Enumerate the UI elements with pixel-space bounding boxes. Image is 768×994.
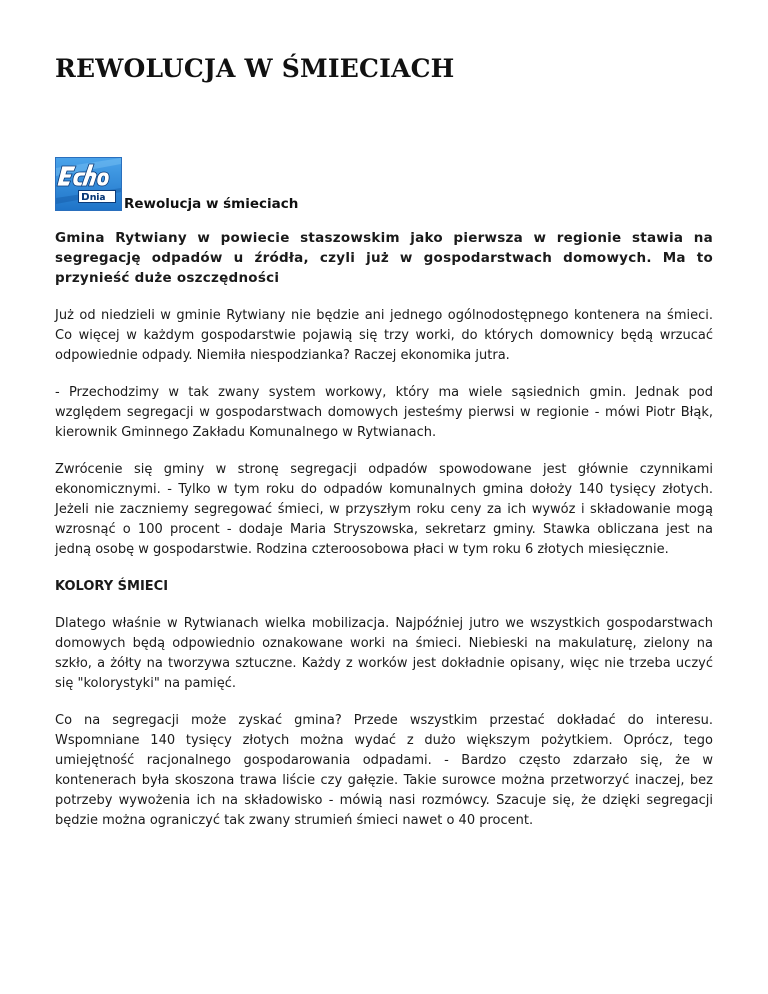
page-title: REWOLUCJA W ŚMIECIACH <box>55 54 455 83</box>
article-body <box>55 228 713 848</box>
logo-graphic <box>56 158 121 210</box>
article-paragraph: Już od niedzieli w gminie Rytwiany nie będzie ani jednego ogólnodostępnego kontenera na śmieci. Co więcej w każdym gospodarstwie pojawią się trzy worki, do których domownicy będą wrzucać odpowiednie odpady. Niemiła niespodzianka? Raczej ekonomika jutra. <box>55 308 713 363</box>
article-lead: Gmina Rytwiany w powiecie staszowskim jako pierwsza w regionie stawia na segregację odpadów u źródła, czyli już w gospodarstwach domowych. Ma to przynieść duże oszczędności <box>55 230 713 286</box>
section-heading: KOLORY ŚMIECI <box>55 579 169 594</box>
article-header <box>55 155 298 211</box>
echo-dnia-logo-icon <box>55 157 122 211</box>
article-paragraph: - Przechodzimy w tak zwany system workowy, który ma wiele sąsiednich gmin. Jednak pod względem segregacji w gospodarstwach domowych jesteśmy pierwsi w regionie - mówi Piotr Błąk, kierownik Gminnego Zakładu Komunalnego w Rytwianach. <box>55 385 713 440</box>
article-paragraph: Zwrócenie się gminy w stronę segregacji odpadów spowodowane jest głównie czynnikami ekonomicznymi. - Tylko w tym roku do odpadów komunalnych gmina dołoży 140 tysięcy złotych. Jeżeli nie zaczniemy segregować śmieci, w przyszłym roku ceny za ich wywóz i składowanie mogą wzrosnąć o 100 procent - dodaje Maria Stryszowska, sekretarz gminy. Stawka obliczana jest na jedną osobę w gospodarstwie. Rodzina czteroosobowa płaci w tym roku 6 złotych miesięcznie. <box>55 462 713 557</box>
article-subtitle: Rewolucja w śmieciach <box>124 196 299 212</box>
article-paragraph: Co na segregacji może zyskać gmina? Przede wszystkim przestać dokładać do interesu. Wspomniane 140 tysięcy złotych można wydać z dużo większym pożytkiem. Oprócz, tego umiejętność racjonalnego gospodarowania odpadami. - Bardzo często zdarzało się, że w kontenerach była skoszona trawa liście czy gałęzie. Takie surowce można przetworzyć inaczej, bez potrzeby wywożenia ich na składowisko - mówią nasi rozmówcy. Szacuje się, że dzięki segregacji będzie można ograniczyć tak zwany strumień śmieci nawet o 40 procent. <box>55 713 713 828</box>
article-paragraph: Dlatego właśnie w Rytwianach wielka mobilizacja. Najpóźniej jutro we wszystkich gospodarstwach domowych będą odpowiednio oznakowane worki na śmieci. Niebieski na makulaturę, zielony na szkło, a żółty na tworzywa sztuczne. Każdy z worków jest dokładnie opisany, więc nie trzeba uczyć się "kolorystyki" na pamięć. <box>55 616 713 691</box>
